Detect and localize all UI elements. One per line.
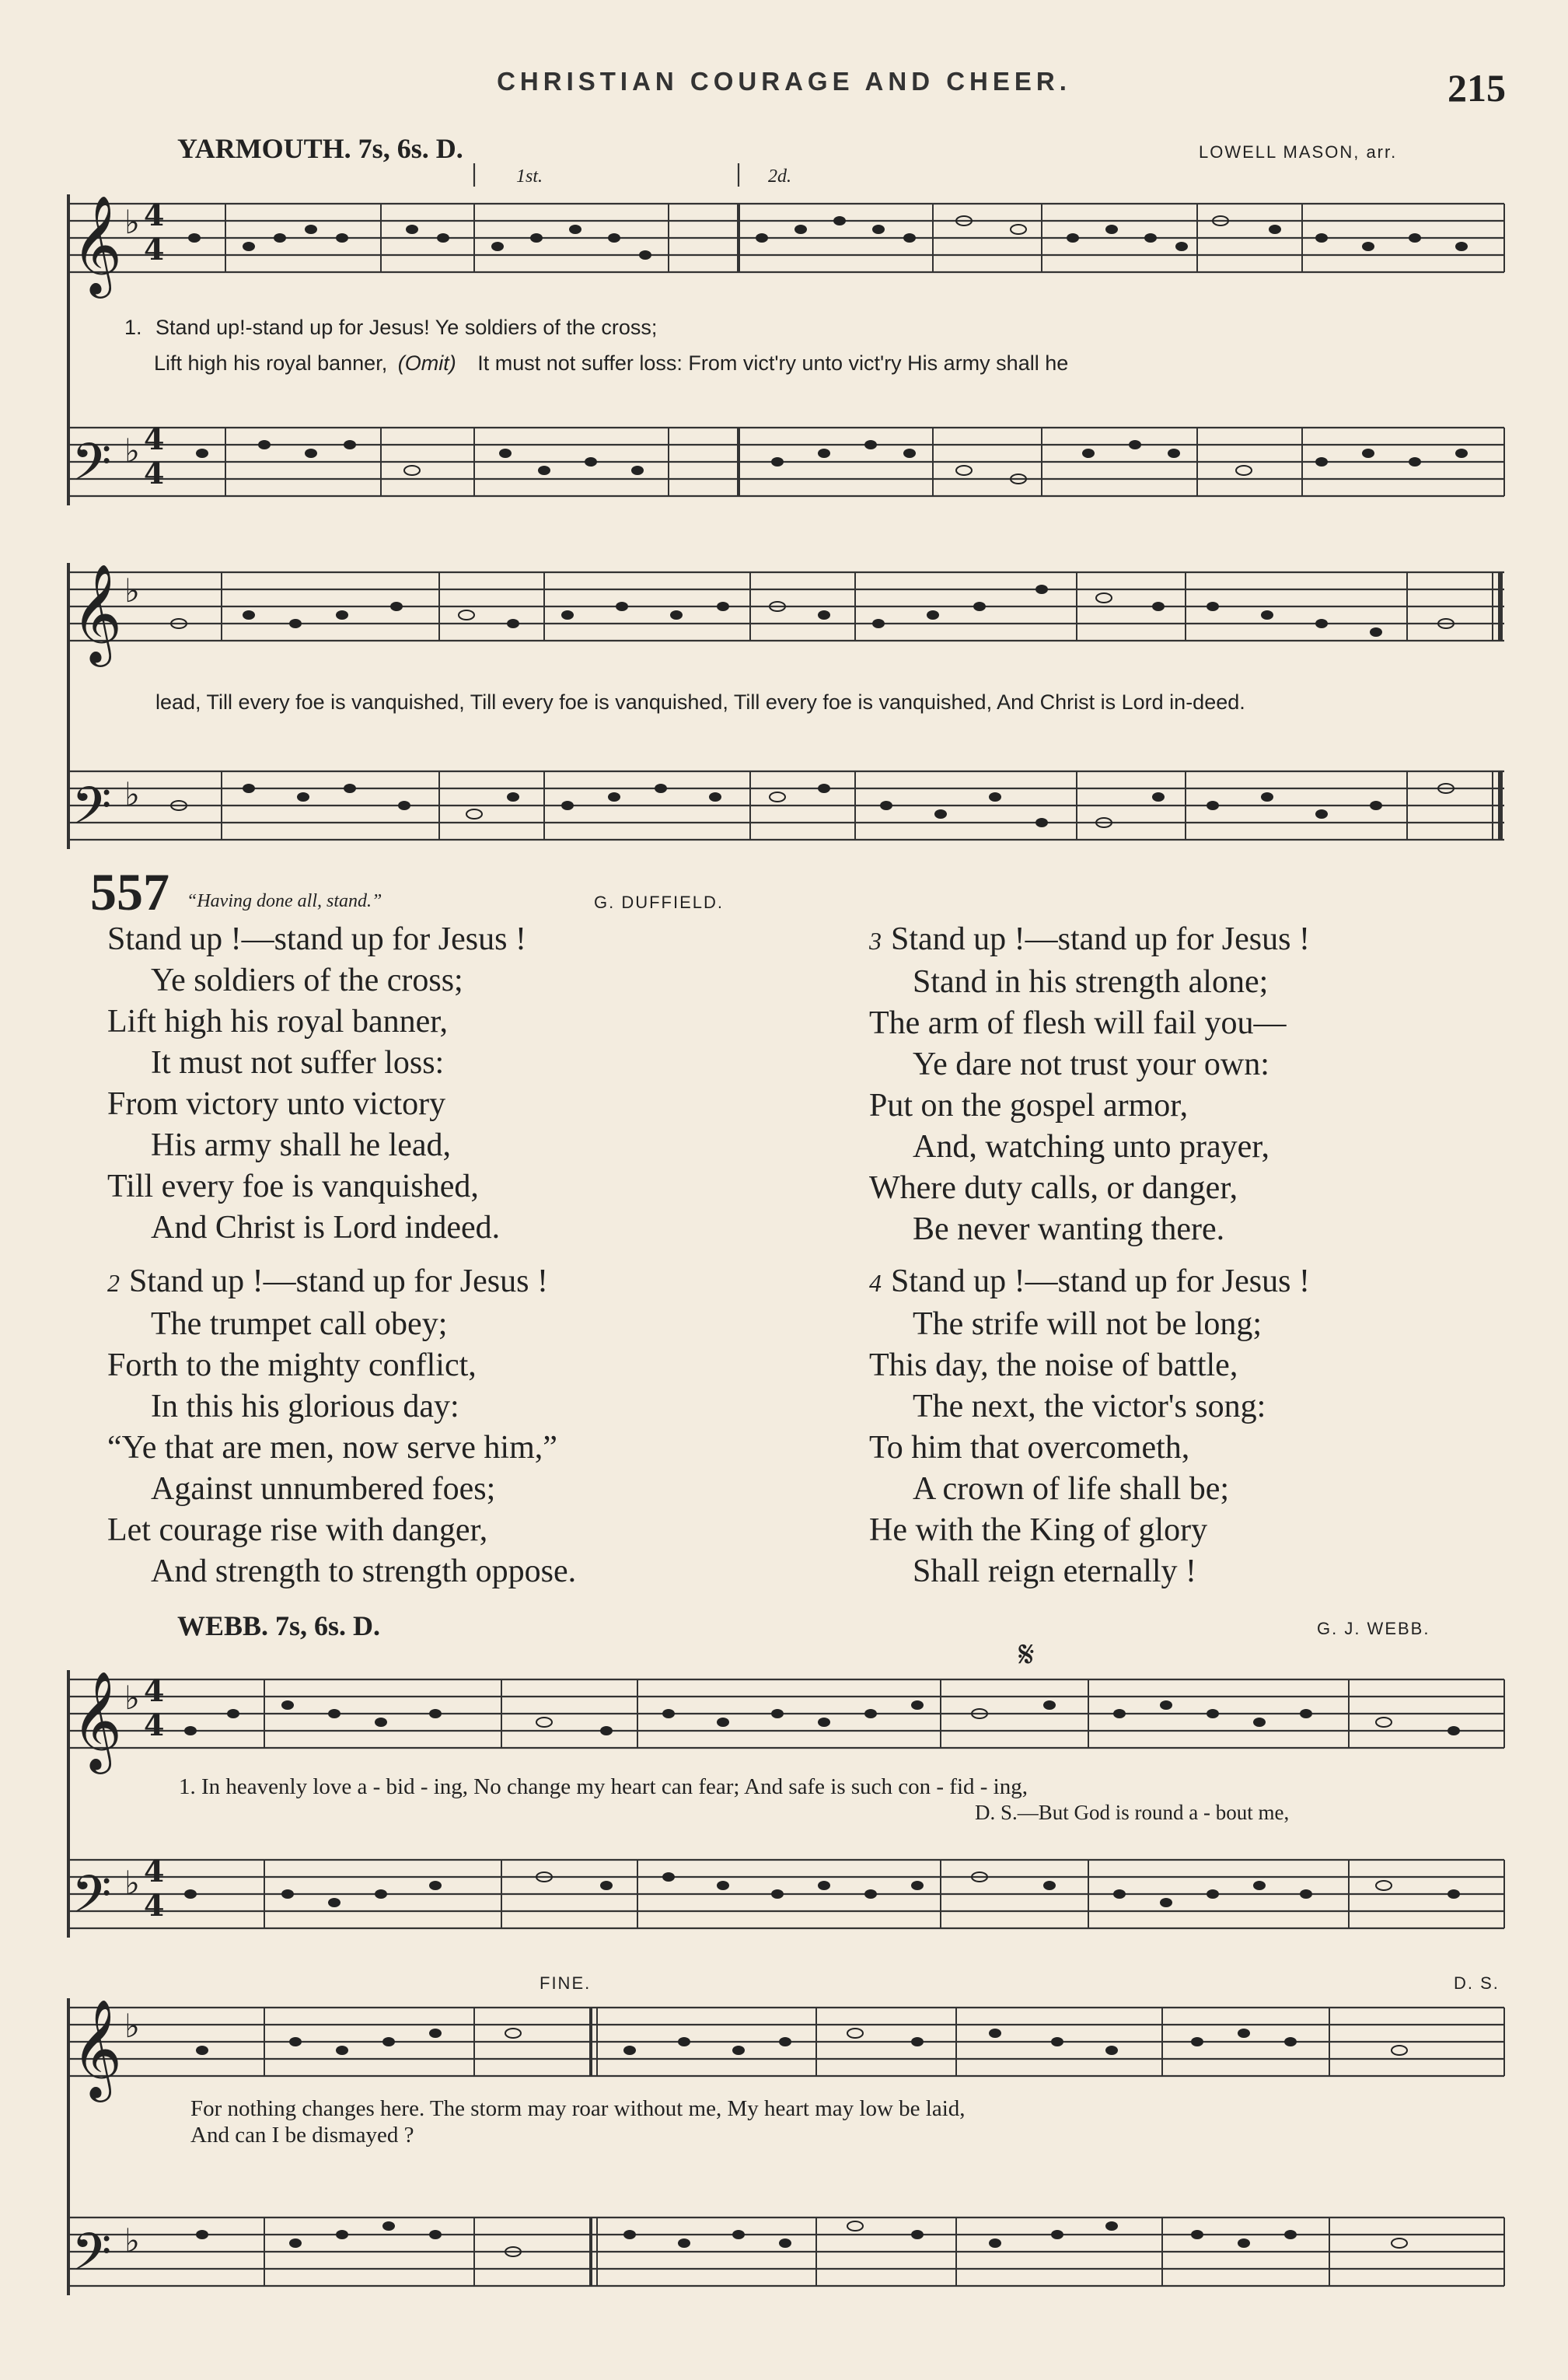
verse-2 <box>107 1261 576 1592</box>
verse-line: Forth to the mighty conflict, <box>107 1347 477 1383</box>
verse-line: From victory unto victory <box>107 1086 446 1122</box>
verse-line: Stand up !—stand up for Jesus ! <box>891 1263 1310 1299</box>
verse-line: The strife will not be long; <box>913 1306 1262 1342</box>
svg-text:♭: ♭ <box>124 203 140 241</box>
treble-clef-icon: 𝄞 <box>72 563 123 662</box>
verse-line: Against unnumbered foes; <box>151 1471 496 1507</box>
verse-line: A crown of life shall be; <box>913 1471 1230 1507</box>
verse-number: 1. <box>124 316 142 339</box>
verse-line: The next, the victor's song: <box>913 1389 1266 1424</box>
verse-line: Ye dare not trust your own: <box>913 1047 1269 1082</box>
verse-line: Lift high his royal banner, <box>107 1004 449 1040</box>
treble-clef-icon: 𝄞 <box>72 194 123 294</box>
lyric-text: Stand up!-stand up for Jesus! Ye soldiers of the cross; <box>155 316 658 339</box>
webb-lyric-line3: And can I be dismayed ? <box>190 2123 414 2148</box>
svg-text:4: 4 <box>144 197 165 232</box>
verse-line: Ye soldiers of the cross; <box>151 963 463 998</box>
composer-webb: G. J. WEBB. <box>1317 1619 1430 1638</box>
svg-text:4: 4 <box>144 1854 165 1889</box>
fine-marker: FINE. <box>540 1973 592 1993</box>
verse-line: His army shall he lead, <box>151 1127 452 1163</box>
verse-line: Till every foe is vanquished, <box>107 1169 479 1204</box>
verse-1 <box>107 919 526 1249</box>
verse-line: And Christ is Lord indeed. <box>151 1210 501 1246</box>
staff-bass-yarmouth-2 <box>68 771 1504 840</box>
svg-text:♭: ♭ <box>124 775 140 813</box>
tune-title-webb: WEBB. 7s, 6s. D. <box>177 1610 381 1641</box>
verse-line: It must not suffer loss: <box>151 1045 445 1081</box>
svg-text:4: 4 <box>144 456 165 491</box>
svg-text:♭: ♭ <box>124 1679 140 1717</box>
running-head: CHRISTIAN COURAGE AND CHEER. <box>497 67 1071 96</box>
svg-text:♭: ♭ <box>124 432 140 470</box>
verse-line: “Ye that are men, now serve him,” <box>107 1430 557 1466</box>
svg-text:4: 4 <box>144 1707 165 1742</box>
verse-line: Stand up !—stand up for Jesus ! <box>891 921 1310 957</box>
omit-label: Omit <box>404 351 449 375</box>
tune-title-yarmouth: YARMOUTH. 7s, 6s. D. <box>177 133 463 164</box>
verse-line: The trumpet call obey; <box>151 1306 448 1342</box>
svg-text:4: 4 <box>144 1888 165 1923</box>
svg-text:4: 4 <box>144 421 165 456</box>
webb-lyric-line1: 1. In heavenly love a - bid - ing, No change my heart can fear; And safe is such con - fid - ing, <box>179 1774 1028 1799</box>
first-ending-label: 1st. <box>516 166 543 187</box>
author: G. DUFFIELD. <box>594 893 725 912</box>
svg-text:♭: ♭ <box>124 1864 140 1902</box>
verse-line: And, watching unto prayer, <box>913 1129 1270 1165</box>
second-ending-label: 2d. <box>768 166 791 187</box>
verse-line: Shall reign eternally ! <box>913 1553 1197 1589</box>
svg-text:♭: ♭ <box>124 571 140 610</box>
verse-line: Stand up !—stand up for Jesus ! <box>107 921 526 957</box>
verse-line: This day, the noise of battle, <box>869 1347 1238 1383</box>
verse-number: 4 <box>869 1269 882 1297</box>
svg-text:♭: ♭ <box>124 2221 140 2259</box>
staff-bass-webb-2 <box>68 2217 1504 2286</box>
verse-line: Put on the gospel armor, <box>869 1088 1189 1124</box>
yarmouth-lyric-line1 <box>124 316 657 340</box>
bass-clef-icon: 𝄢 <box>72 1865 112 1937</box>
verse-line: Let courage rise with danger, <box>107 1512 488 1548</box>
segno-icon: 𝄋 <box>1018 1633 1035 1676</box>
lyric-text: It must not suffer loss: From vict'ry unto vict'ry His army shall he <box>477 351 1069 375</box>
composer-yarmouth: LOWELL MASON, arr. <box>1199 142 1398 162</box>
hymn-number: 557 <box>90 862 169 921</box>
ds-marker: D. S. <box>1454 1973 1500 1993</box>
treble-clef-icon: 𝄞 <box>72 1998 123 2098</box>
verse-4 <box>869 1261 1310 1592</box>
bass-clef-icon: 𝄢 <box>72 776 112 848</box>
svg-text:4: 4 <box>144 1673 165 1708</box>
verse-line: Stand up !—stand up for Jesus ! <box>129 1263 548 1299</box>
svg-text:4: 4 <box>144 232 165 267</box>
verse-number: 2 <box>107 1269 120 1297</box>
verse-line: The arm of flesh will fail you— <box>869 1005 1287 1041</box>
treble-clef-icon: 𝄞 <box>72 1670 123 1770</box>
webb-lyric-line2: For nothing changes here. The storm may roar without me, My heart may low be laid, <box>190 2096 966 2121</box>
lyric-text: Lift high his royal banner, <box>154 351 388 375</box>
verse-line: Be never wanting there. <box>913 1211 1225 1247</box>
staff-treble-yarmouth-2 <box>68 572 1504 641</box>
webb-lyric-ds: D. S.—But God is round a - bout me, <box>975 1801 1290 1824</box>
verse-line: And strength to strength oppose. <box>151 1553 577 1589</box>
page-number: 215 <box>1448 66 1506 110</box>
staff-bass-yarmouth-1 <box>68 428 1504 496</box>
verse-line: To him that overcometh, <box>869 1430 1190 1466</box>
verse-number: 3 <box>869 927 882 955</box>
yarmouth-lyric-line3: lead, Till every foe is vanquished, Till every foe is vanquished, Till every foe is vanquished, And Christ is Lord in-deed. <box>155 690 1245 714</box>
svg-text:♭: ♭ <box>124 2007 140 2045</box>
verse-line: Where duty calls, or danger, <box>869 1170 1238 1206</box>
verse-3 <box>869 919 1310 1250</box>
bass-clef-icon: 𝄢 <box>72 432 112 505</box>
staff-treble-webb-1 <box>68 1679 1504 1748</box>
yarmouth-lyric-line2: Lift high his royal banner, (Omit) It must not suffer loss: From vict'ry unto vict'ry His army shall he <box>154 351 1069 375</box>
verse-line: Stand in his strength alone; <box>913 964 1269 1000</box>
epigraph: “Having done all, stand.” <box>187 891 382 911</box>
verse-line: He with the King of glory <box>869 1512 1208 1548</box>
bass-clef-icon: 𝄢 <box>72 2222 112 2294</box>
verse-line: In this his glorious day: <box>151 1389 459 1424</box>
